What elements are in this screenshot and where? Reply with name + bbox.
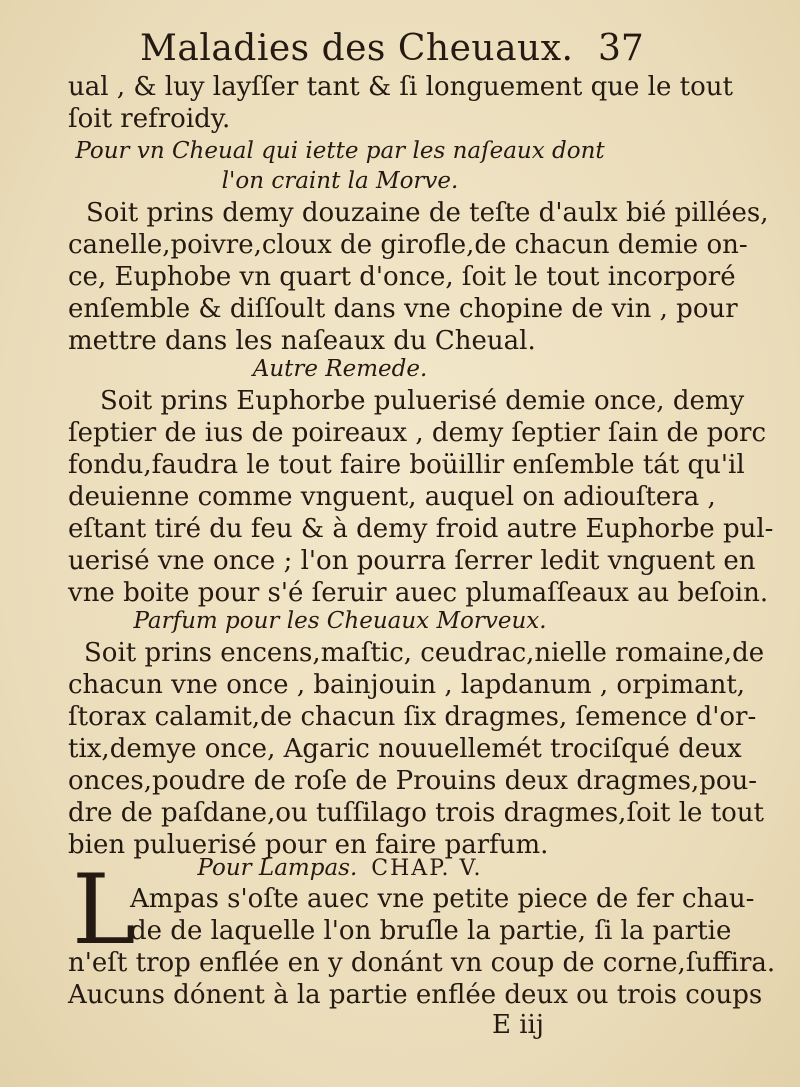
section-heading: Parfum pour les Cheuaux Morveux.	[133, 608, 547, 634]
text-line: Ampas s'oſte auec vne petite piece de fer chau-	[130, 884, 755, 914]
text-line: ſtorax calamit,de chacun ſix dragmes, ſemence d'or-	[68, 702, 757, 732]
text-line: mettre dans les naſeaux du Cheual.	[68, 326, 536, 356]
section-heading: l'on craint la Morve.	[221, 168, 459, 194]
text-line: bien puluerisé pour en faire parfum.	[68, 830, 549, 860]
text-line: vne boite pour s'é ſeruir auec plumaſſeaux au beſoin.	[68, 578, 769, 608]
text-line: tix,demye once, Agaric nouuellemét trociſqué deux	[68, 734, 742, 764]
text-line: Aucuns dónent à la partie enflée deux ou trois coups	[68, 980, 763, 1010]
text-line: Soit prins demy douzaine de teſte d'aulx bié pillées,	[86, 198, 769, 228]
text-line: Soit prins Euphorbe puluerisé demie once, demy	[100, 386, 745, 416]
drop-capital: L	[72, 854, 136, 966]
text-line: ſoit refroidy.	[68, 104, 231, 134]
text-line: eſtant tiré du feu & à demy froid autre Euphorbe pul-	[68, 514, 774, 544]
signature-mark: E iij	[492, 1010, 544, 1040]
page-number: 37	[598, 28, 644, 69]
text-line: dre de paſdane,ou tuſſilago trois dragmes,ſoit le tout	[68, 798, 765, 828]
text-line: uerisé vne once ; l'on pourra ſerrer ledit vnguent en	[68, 546, 756, 576]
text-line: onces,poudre de roſe de Prouins deux dragmes,pou-	[68, 766, 758, 796]
chapter-number: CHAP. V.	[371, 856, 483, 881]
text-line: deuienne comme vnguent, auquel on adiouſtera ,	[68, 482, 716, 512]
section-heading: Autre Remede.	[252, 356, 428, 382]
text-line: chacun vne once , bainjouin , lapdanum , orpimant,	[68, 670, 746, 700]
text-line: n'eſt trop enflée en y donánt vn coup de corne,ſuffira.	[68, 948, 776, 978]
text-line: canelle,poivre,cloux de girofle,de chacun demie on-	[68, 230, 748, 260]
running-title: Maladies des Cheuaux.	[140, 28, 574, 69]
text-line: Soit prins encens,maſtic, ceudrac,nielle romaine,de	[84, 638, 765, 668]
text-line: ce, Euphobe vn quart d'once, ſoit le tout incorporé	[68, 262, 736, 292]
text-line: ual , & luy layſſer tant & ſi longuement que le tout	[68, 72, 733, 102]
text-line: de de laquelle l'on bruſle la partie, ſi la partie	[130, 916, 732, 946]
chapter-title: Pour Lampas.	[197, 855, 358, 881]
text-line: ſeptier de ius de poireaux , demy ſeptier ſain de porc	[68, 418, 767, 448]
text-line: fondu,faudra le tout faire boüillir enſemble tát qu'il	[68, 450, 745, 480]
section-heading: Pour vn Cheual qui iette par les naſeaux dont	[75, 138, 605, 164]
text-line: enſemble & diſſoult dans vne chopine de vin , pour	[68, 294, 738, 324]
